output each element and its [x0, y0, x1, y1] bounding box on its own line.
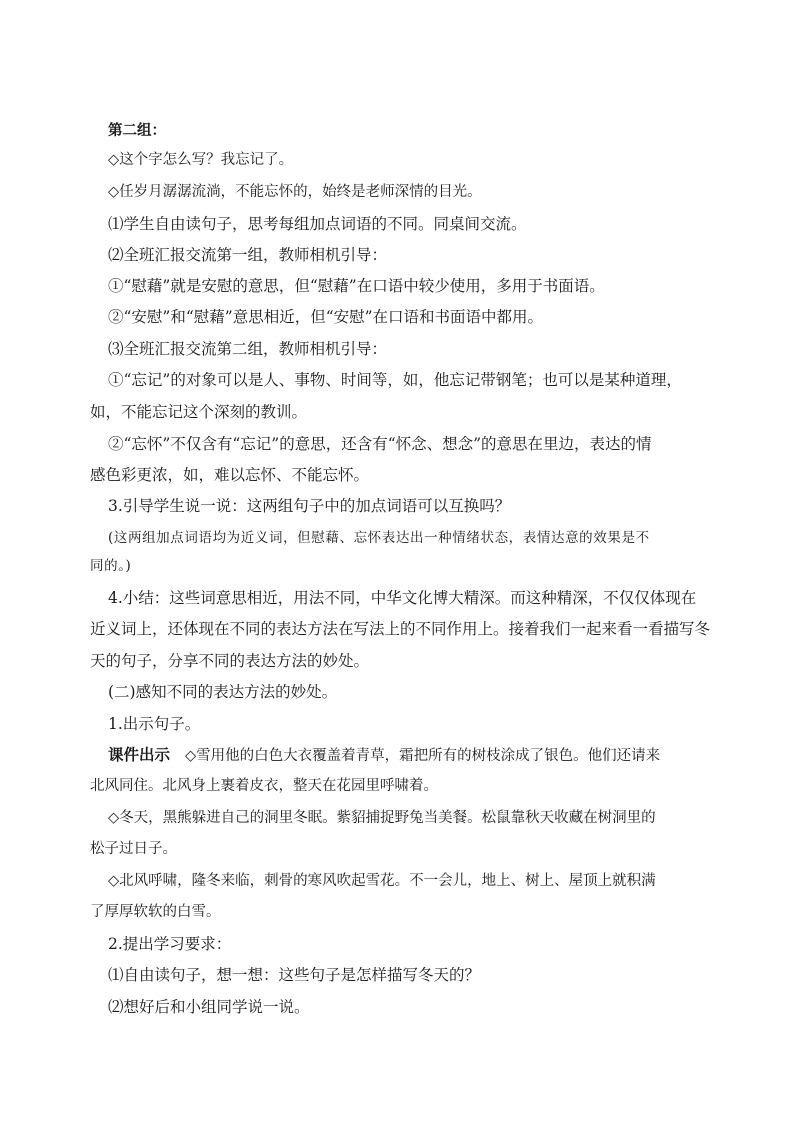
- step-2-point-b: ②“安慰”和“慰藉”意思相近，但“安慰”在口语和书面语中都用。: [108, 308, 544, 326]
- note-line-1: (这两组加点词语均为近义词，但慰藉、忘怀表达出一种情绪状态，表情达意的效果是不: [108, 530, 650, 546]
- step-3-point-a-line-2: 如，不能忘记这个深刻的教训。: [90, 403, 308, 421]
- step-2-point-a: ①“慰藉”就是安慰的意思，但“慰藉”在口语中较少使用，多用于书面语。: [108, 277, 605, 295]
- requirement-1: ⑴自由读句子，想一想：这些句子是怎样描写冬天的？: [108, 966, 481, 984]
- winter-sentence-2-line-1: ◇冬天，黑熊躲进自己的洞里冬眠。紫貂捕捉野兔当美餐。松鼠靠秋天收藏在树洞里的: [108, 810, 656, 826]
- winter-sentence-1-line-2: 北风同住。北风身上裹着皮衣，整天在花园里呼啸着。: [90, 778, 438, 794]
- step-3-point-b-line-2: 感色彩更浓，如，难以忘怀、不能忘怀。: [90, 466, 370, 484]
- question-3: 3.引导学生说一说：这两组句子中的加点词语可以互换吗？: [108, 497, 511, 515]
- step-3: ⑶全班汇报交流第二组，教师相机引导：: [108, 340, 388, 358]
- step-2: ⑵全班汇报交流第一组，教师相机引导：: [108, 246, 388, 264]
- step-3-point-b-line-1: ②“忘怀”不仅含有“忘记”的意思，还含有“怀念、想念”的意思在里边，表达的情: [108, 435, 652, 453]
- winter-sentence-1-line-1: ◇雪用他的白色大衣覆盖着青草，霜把所有的树枝涂成了银色。他们还请来: [184, 748, 661, 764]
- requirements: 2.提出学习要求：: [108, 935, 232, 953]
- summary-line-3: 天的句子，分享不同的表达方法的妙处。: [90, 652, 370, 670]
- step-1: ⑴学生自由读句子，思考每组加点词语的不同。同桌间交流。: [108, 215, 527, 233]
- section-2-heading: (二)感知不同的表达方法的妙处。: [108, 683, 338, 701]
- winter-sentence-3-line-1: ◇北风呼啸，隆冬来临，刺骨的寒风吹起雪花。不一会儿，地上、树上、屋顶上就积满: [108, 873, 656, 889]
- requirement-2: ⑵想好后和小组同学说一说。: [108, 998, 310, 1016]
- winter-sentence-3-line-2: 了厚厚软软的白雪。: [90, 904, 221, 920]
- group2-sentence-2: ◇任岁月潺潺流淌，不能忘怀的，始终是老师深情的目光。: [108, 184, 482, 200]
- group2-heading: 第二组：: [108, 122, 166, 139]
- winter-sentence-2-line-2: 松子过日子。: [90, 841, 177, 857]
- note-line-2: 同的。): [90, 558, 132, 574]
- group2-sentence-1: ◇这个字怎么写？我忘记了。: [108, 152, 294, 168]
- step-3-point-a-line-1: ①“忘记”的对象可以是人、事物、时间等，如，他忘记带钢笔；也可以是某种道理，: [108, 371, 682, 389]
- show-sentences: 1.出示句子。: [108, 715, 201, 733]
- courseware-label: 课件出示: [108, 745, 171, 764]
- summary-line-2: 近义词上，还体现在不同的表达方法在写法上的不同作用上。接着我们一起来看一看描写冬: [90, 620, 711, 638]
- courseware-line-1: [108, 745, 660, 766]
- summary-line-1: 4.小结：这些词意思相近，用法不同，中华文化博大精深。而这种精深，不仅仅体现在: [108, 589, 697, 607]
